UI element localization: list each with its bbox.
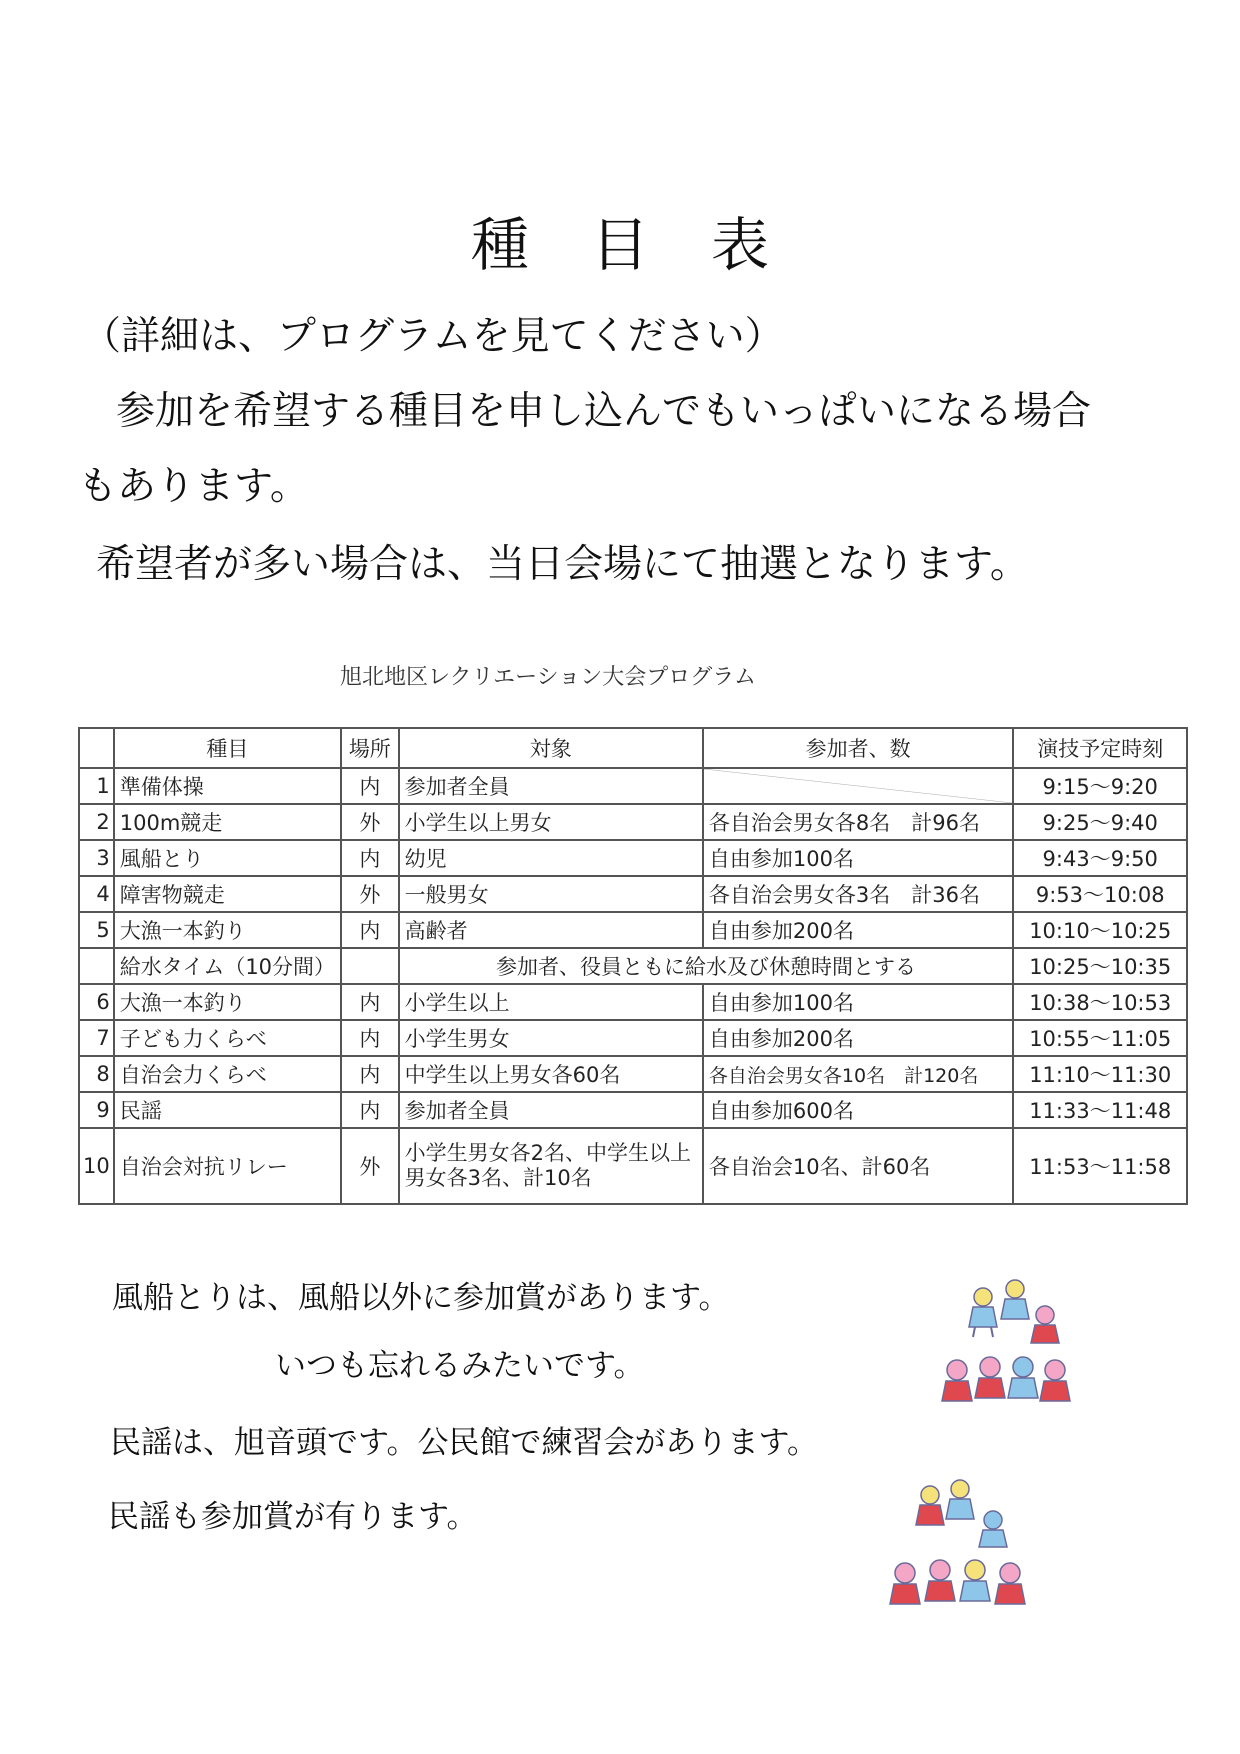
- row-no: 4: [79, 876, 114, 912]
- row-target: 一般男女: [399, 876, 703, 912]
- table-row: [79, 1092, 1187, 1128]
- row-place: 内: [341, 1056, 399, 1092]
- row-no: 8: [79, 1056, 114, 1092]
- header-place: 場所: [341, 728, 399, 768]
- dancing-children-illustration-2: [885, 1475, 1045, 1625]
- row-count-empty: [703, 768, 1014, 804]
- intro-line-4: 希望者が多い場合は、当日会場にて抽選となります。: [96, 542, 1029, 587]
- child-figure: [916, 1486, 944, 1525]
- child-figure: [946, 1480, 974, 1519]
- table-caption: 旭北地区レクリエーション大会プログラム: [340, 665, 757, 690]
- row-time: 9:15～9:20: [1013, 768, 1187, 804]
- table-row: [79, 1020, 1187, 1056]
- table-row: [79, 768, 1187, 804]
- row-time: 10:25～10:35: [1013, 948, 1187, 984]
- child-figure: [979, 1511, 1007, 1547]
- row-place: 内: [341, 1092, 399, 1128]
- row-time: 11:33～11:48: [1013, 1092, 1187, 1128]
- program-table: [78, 727, 1188, 1205]
- row-target: 高齢者: [399, 912, 703, 948]
- row-event: 大漁一本釣り: [114, 912, 341, 948]
- row-no: 3: [79, 840, 114, 876]
- row-event: 民謡: [114, 1092, 341, 1128]
- row-target: 幼児: [399, 840, 703, 876]
- table-row-break: [79, 948, 1187, 984]
- row-no: 7: [79, 1020, 114, 1056]
- row-target: 参加者全員: [399, 1092, 703, 1128]
- child-figure: [1040, 1360, 1070, 1401]
- row-place: 外: [341, 1128, 399, 1204]
- row-no: 5: [79, 912, 114, 948]
- child-figure: [995, 1563, 1025, 1604]
- dancing-children-illustration-1: [935, 1275, 1090, 1425]
- row-count: 自由参加100名: [703, 840, 1014, 876]
- row-count: 自由参加200名: [703, 1020, 1014, 1056]
- child-figure: [1031, 1306, 1059, 1343]
- row-event: 自治会対抗リレー: [114, 1128, 341, 1204]
- child-figure: [975, 1357, 1005, 1398]
- child-figure: [969, 1288, 997, 1337]
- row-time: 10:38～10:53: [1013, 984, 1187, 1020]
- row-count: 自由参加200名: [703, 912, 1014, 948]
- header-count: 参加者、数: [703, 728, 1014, 768]
- row-no: 2: [79, 804, 114, 840]
- table-header-row: [79, 728, 1187, 768]
- table-row: [79, 840, 1187, 876]
- note-forget: いつも忘れるみたいです。: [275, 1348, 645, 1384]
- row-count: 各自治会男女各3名 計36名: [703, 876, 1014, 912]
- table-row: [79, 804, 1187, 840]
- row-target: 小学生以上男女: [399, 804, 703, 840]
- row-target-merged: 参加者、役員ともに給水及び休憩時間とする: [399, 948, 1014, 984]
- row-count: 各自治会10名、計60名: [703, 1128, 1014, 1204]
- row-place: [341, 948, 399, 984]
- row-count: 自由参加600名: [703, 1092, 1014, 1128]
- intro-line-2: 参加を希望する種目を申し込んでもいっぱいになる場合: [116, 389, 1092, 434]
- row-time: 9:25～9:40: [1013, 804, 1187, 840]
- row-place: 内: [341, 912, 399, 948]
- row-no: [79, 948, 114, 984]
- row-time: 11:53～11:58: [1013, 1128, 1187, 1204]
- row-event: 子ども力くらべ: [114, 1020, 341, 1056]
- row-event: 給水タイム（10分間）: [114, 948, 341, 984]
- row-no: 9: [79, 1092, 114, 1128]
- row-time: 9:53～10:08: [1013, 876, 1187, 912]
- header-event: 種目: [114, 728, 341, 768]
- table-row: [79, 1128, 1187, 1204]
- row-place: 外: [341, 876, 399, 912]
- child-figure: [890, 1563, 920, 1604]
- row-target: 小学生男女: [399, 1020, 703, 1056]
- child-figure: [960, 1560, 990, 1601]
- row-no: 6: [79, 984, 114, 1020]
- row-event: 大漁一本釣り: [114, 984, 341, 1020]
- diagonal-line: [704, 769, 1013, 803]
- row-time: 9:43～9:50: [1013, 840, 1187, 876]
- row-target: 小学生男女各2名、中学生以上男女各3名、計10名: [399, 1128, 703, 1204]
- page-title: 種目表: [470, 211, 831, 279]
- child-figure: [1001, 1280, 1029, 1319]
- row-event: 準備体操: [114, 768, 341, 804]
- header-no: [79, 728, 114, 768]
- child-figure: [942, 1360, 972, 1401]
- row-no: 10: [79, 1128, 114, 1204]
- table-row: [79, 876, 1187, 912]
- note-balloon: 風船とりは、風船以外に参加賞があります。: [112, 1280, 730, 1316]
- row-place: 内: [341, 768, 399, 804]
- row-event: 風船とり: [114, 840, 341, 876]
- row-place: 外: [341, 804, 399, 840]
- note-minyo-prize: 民謡も参加賞が有ります。: [108, 1499, 478, 1535]
- table-row: [79, 912, 1187, 948]
- intro-line-1: （詳細は、プログラムを見てください）: [82, 314, 784, 359]
- child-figure: [1008, 1357, 1038, 1398]
- note-minyo-practice: 民謡は、旭音頭です。公民館で練習会があります。: [110, 1425, 819, 1461]
- row-time: 11:10～11:30: [1013, 1056, 1187, 1092]
- row-count: 自由参加100名: [703, 984, 1014, 1020]
- row-time: 10:10～10:25: [1013, 912, 1187, 948]
- header-target: 対象: [399, 728, 703, 768]
- row-place: 内: [341, 1020, 399, 1056]
- child-figure: [925, 1560, 955, 1601]
- row-count: 各自治会男女各10名 計120名: [703, 1056, 1014, 1092]
- row-count: 各自治会男女各8名 計96名: [703, 804, 1014, 840]
- row-target: 参加者全員: [399, 768, 703, 804]
- table-row: [79, 1056, 1187, 1092]
- intro-line-3: もあります。: [78, 464, 309, 509]
- row-place: 内: [341, 984, 399, 1020]
- row-place: 内: [341, 840, 399, 876]
- row-event: 100m競走: [114, 804, 341, 840]
- row-target: 小学生以上: [399, 984, 703, 1020]
- header-time: 演技予定時刻: [1013, 728, 1187, 768]
- row-event: 自治会力くらべ: [114, 1056, 341, 1092]
- row-time: 10:55～11:05: [1013, 1020, 1187, 1056]
- row-no: 1: [79, 768, 114, 804]
- row-target: 中学生以上男女各60名: [399, 1056, 703, 1092]
- row-event: 障害物競走: [114, 876, 341, 912]
- table-row: [79, 984, 1187, 1020]
